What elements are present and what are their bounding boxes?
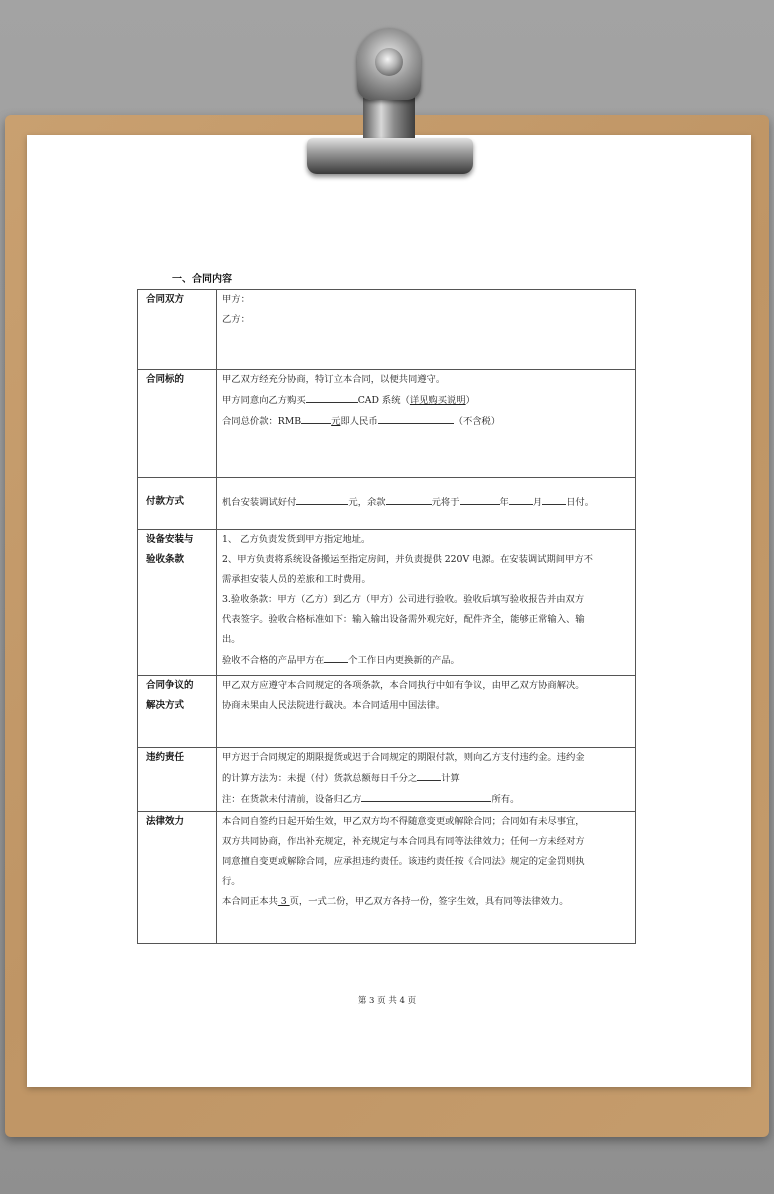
content-line bbox=[222, 570, 632, 590]
row-content bbox=[217, 676, 636, 748]
content-text: 本合同正本共 bbox=[222, 896, 278, 907]
content-text: 乙方： bbox=[222, 314, 250, 325]
content-text: 个工作日内更换新的产品。 bbox=[348, 655, 460, 666]
fill-in-blank[interactable] bbox=[296, 492, 348, 505]
binder-clip-icon bbox=[307, 138, 473, 174]
content-text: ） bbox=[465, 395, 475, 406]
content-text: 3.验收条款：甲方（乙方）到乙方（甲方）公司进行验收。验收后填写验收报告并由双方 bbox=[222, 594, 585, 605]
content-line bbox=[222, 610, 632, 630]
row-label-text: 设备安装与 bbox=[146, 534, 194, 545]
content-text: 所有。 bbox=[491, 794, 520, 805]
row-content bbox=[217, 812, 636, 944]
content-line bbox=[222, 590, 632, 610]
content-text: 行。 bbox=[222, 876, 241, 887]
content-text: 日付。 bbox=[566, 497, 595, 508]
fill-in-blank[interactable] bbox=[509, 492, 533, 505]
content-line bbox=[222, 852, 632, 872]
row-label-text: 法律效力 bbox=[146, 816, 185, 827]
content-line bbox=[222, 650, 632, 671]
table-row bbox=[138, 290, 636, 370]
content-text: 甲方： bbox=[222, 294, 250, 305]
contract-table bbox=[137, 289, 636, 944]
content-text: 1、 乙方负责发货到甲方指定地址。 bbox=[222, 534, 371, 545]
row-label-text: 合同争议的 bbox=[146, 680, 194, 691]
content-line bbox=[222, 696, 632, 716]
row-label bbox=[138, 478, 217, 530]
content-line bbox=[222, 676, 632, 696]
content-line bbox=[222, 310, 632, 330]
content-line bbox=[222, 290, 632, 310]
content-line bbox=[222, 492, 632, 513]
clip-hole bbox=[375, 48, 403, 76]
content-text: 元 bbox=[331, 416, 341, 427]
content-line bbox=[222, 370, 632, 390]
table-row bbox=[138, 748, 636, 812]
fill-in-blank[interactable] bbox=[361, 789, 491, 802]
content-text: 详见购买说明 bbox=[409, 395, 466, 406]
content-text: 注：在货款未付清前，设备归乙方 bbox=[222, 794, 362, 805]
content-line bbox=[222, 530, 632, 550]
content-text: 出。 bbox=[222, 634, 241, 645]
fill-in-blank[interactable] bbox=[542, 492, 566, 505]
content-text: 2、甲方负责将系统设备搬运至指定房间，并负责提供 220V 电源。在安装调试期间甲方不 bbox=[222, 554, 593, 565]
content-text: 合同总价款：RMB bbox=[222, 416, 302, 427]
content-text: 计算 bbox=[441, 773, 460, 784]
content-text: 同意擅自变更或解除合同，应承担违约责任。该违约责任按《合同法》规定的定金罚则执 bbox=[222, 856, 585, 867]
fill-in-blank[interactable] bbox=[301, 411, 331, 424]
table-row bbox=[138, 370, 636, 478]
content-line bbox=[222, 892, 632, 912]
content-text: 甲乙双方经充分协商，特订立本合同，以便共同遵守。 bbox=[222, 374, 446, 385]
table-row bbox=[138, 530, 636, 676]
content-line bbox=[222, 768, 632, 789]
content-line bbox=[222, 411, 632, 432]
row-label-text: 违约责任 bbox=[146, 752, 185, 763]
content-text: 双方共同协商，作出补充规定，补充规定与本合同具有同等法律效力；任何一方未经对方 bbox=[222, 836, 585, 847]
content-text: 元将于 bbox=[431, 497, 460, 508]
content-text: 机台安装调试好付 bbox=[222, 497, 297, 508]
content-line bbox=[222, 872, 632, 892]
content-text: 验收不合格的产品甲方在 bbox=[222, 655, 325, 666]
content-line bbox=[222, 630, 632, 650]
content-line bbox=[222, 390, 632, 411]
content-text: 甲方同意向乙方购买 bbox=[222, 395, 306, 406]
fill-in-blank[interactable] bbox=[324, 650, 348, 663]
content-text: CAD 系统（ bbox=[357, 395, 410, 406]
content-line bbox=[222, 789, 632, 810]
table-row bbox=[138, 812, 636, 944]
content-text: 元，余款 bbox=[348, 497, 386, 508]
row-content bbox=[217, 530, 636, 676]
row-content bbox=[217, 370, 636, 478]
content-line bbox=[222, 748, 632, 768]
content-text: 协商未果由人民法院进行裁决。本合同适用中国法律。 bbox=[222, 700, 446, 711]
content-text: 的计算方法为：未提（付）货款总额每日千分之 bbox=[222, 773, 418, 784]
row-content bbox=[217, 748, 636, 812]
row-label bbox=[138, 370, 217, 478]
content-line bbox=[222, 832, 632, 852]
row-label bbox=[138, 530, 217, 676]
row-label-text: 解决方式 bbox=[146, 700, 185, 711]
row-label bbox=[138, 748, 217, 812]
fill-in-blank[interactable] bbox=[378, 411, 454, 424]
row-label-text: 合同双方 bbox=[146, 294, 185, 305]
row-label bbox=[138, 290, 217, 370]
fill-in-blank[interactable] bbox=[460, 492, 500, 505]
fill-in-blank[interactable] bbox=[306, 390, 358, 403]
content-line bbox=[222, 812, 632, 832]
fill-in-blank[interactable] bbox=[386, 492, 432, 505]
page-number: 第 3 页 共 4 页 bbox=[357, 996, 417, 1006]
content-text: 月 bbox=[532, 497, 543, 508]
table-row bbox=[138, 478, 636, 530]
table-row bbox=[138, 676, 636, 748]
row-label-text: 合同标的 bbox=[146, 374, 185, 385]
row-content bbox=[217, 478, 636, 530]
content-text: 需承担安装人员的差旅和工时费用。 bbox=[222, 574, 371, 585]
content-text: 本合同自签约日起开始生效，甲乙双方均不得随意变更或解除合同；合同如有未尽事宜， bbox=[222, 816, 585, 827]
section-title: 一、合同内容 bbox=[172, 274, 232, 285]
content-text: 甲方迟于合同规定的期限提货或迟于合同规定的期限付款，则向乙方支付违约金。违约金 bbox=[222, 752, 585, 763]
content-text: （不含税） bbox=[453, 416, 501, 427]
content-text: 年 bbox=[499, 497, 509, 508]
content-text: 即人民币 bbox=[340, 416, 378, 427]
row-label-text: 付款方式 bbox=[146, 496, 185, 507]
content-text: 3 bbox=[277, 896, 290, 907]
content-line bbox=[222, 550, 632, 570]
row-label-text: 验收条款 bbox=[146, 554, 185, 565]
row-label bbox=[138, 812, 217, 944]
fill-in-blank[interactable] bbox=[417, 768, 441, 781]
content-text: 页，一式二份，甲乙双方各持一份，签字生效，具有同等法律效力。 bbox=[289, 896, 569, 907]
row-content bbox=[217, 290, 636, 370]
row-label bbox=[138, 676, 217, 748]
content-text: 代表签字。验收合格标准如下：输入输出设备需外观完好，配件齐全，能够正常输入、输 bbox=[222, 614, 585, 625]
content-text: 甲乙双方应遵守本合同规定的各项条款，本合同执行中如有争议，由甲乙双方协商解决。 bbox=[222, 680, 585, 691]
